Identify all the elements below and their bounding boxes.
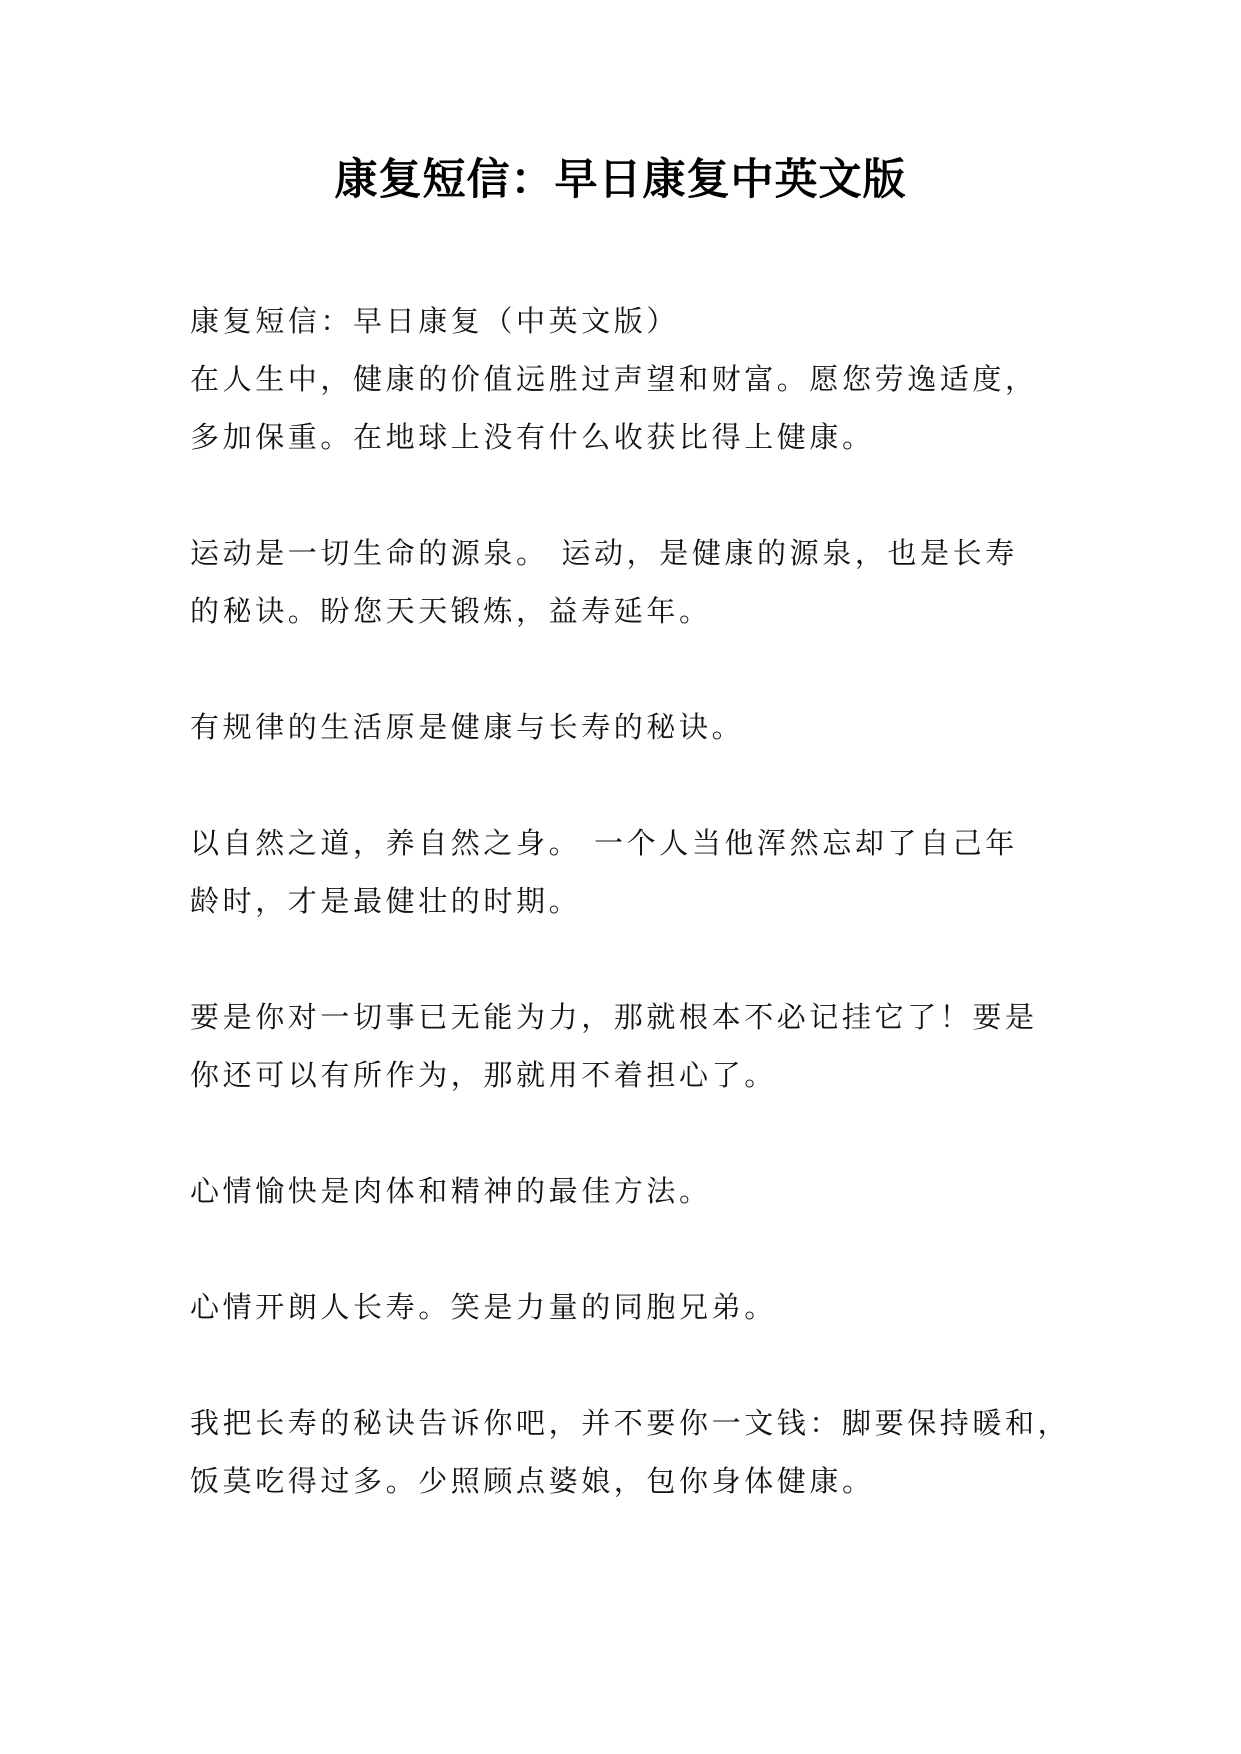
paragraph-line: 饭莫吃得过多。少照顾点婆娘，包你身体健康。 xyxy=(190,1464,875,1498)
paragraph-spacer xyxy=(190,1104,1070,1162)
paragraph-spacer xyxy=(190,1220,1070,1278)
paragraph-line: 你还可以有所作为，那就用不着担心了。 xyxy=(190,1058,777,1092)
paragraph-line: 多加保重。在地球上没有什么收获比得上健康。 xyxy=(190,420,875,454)
document-body xyxy=(190,292,1070,1510)
paragraph-line: 康复短信：早日康复（中英文版） xyxy=(190,304,680,338)
paragraph-line: 龄时，才是最健壮的时期。 xyxy=(190,884,582,918)
paragraph-spacer xyxy=(190,756,1070,814)
paragraph-line: 的秘诀。盼您天天锻炼，益寿延年。 xyxy=(190,594,712,628)
paragraph-line: 我把长寿的秘诀告诉你吧，并不要你一文钱：脚要保持暖和， xyxy=(190,1406,1071,1440)
paragraph-line: 在人生中，健康的价值远胜过声望和财富。愿您劳逸适度， xyxy=(190,362,1038,396)
paragraph-spacer xyxy=(190,930,1070,988)
paragraph-line: 心情愉快是肉体和精神的最佳方法。 xyxy=(190,1174,712,1208)
paragraph-line: 要是你对一切事已无能为力，那就根本不必记挂它了！要是 xyxy=(190,1000,1038,1034)
document-title: 康复短信：早日康复中英文版 xyxy=(334,155,907,205)
paragraph-spacer xyxy=(190,1336,1070,1394)
paragraph-line: 有规律的生活原是健康与长寿的秘诀。 xyxy=(190,710,745,744)
paragraph-spacer xyxy=(190,640,1070,698)
paragraph-line: 心情开朗人长寿。笑是力量的同胞兄弟。 xyxy=(190,1290,777,1324)
paragraph-line: 以自然之道，养自然之身。 一个人当他浑然忘却了自己年 xyxy=(190,826,1018,860)
paragraph-spacer xyxy=(190,466,1070,524)
paragraph-line: 运动是一切生命的源泉。 运动，是健康的源泉，也是长寿 xyxy=(190,536,1018,570)
